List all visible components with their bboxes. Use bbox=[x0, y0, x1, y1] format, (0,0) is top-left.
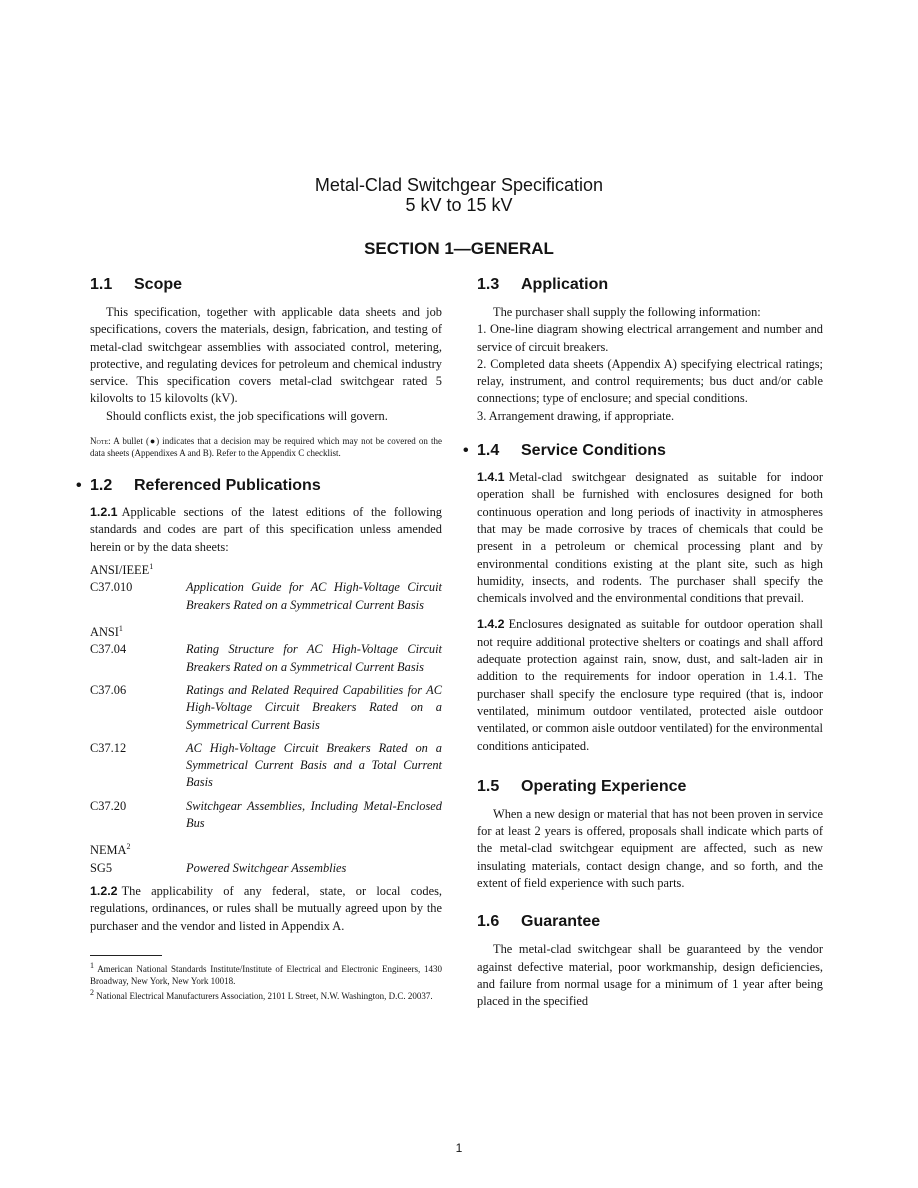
heading-text: Referenced Publications bbox=[134, 477, 321, 495]
standard-code: C37.20 bbox=[90, 798, 127, 813]
paragraph-1-4-1 bbox=[477, 469, 823, 607]
footnote-ref: 1 bbox=[149, 561, 154, 571]
heading-service-conditions bbox=[463, 441, 823, 461]
standard-code: SG5 bbox=[90, 860, 113, 875]
standard-entry bbox=[90, 860, 442, 877]
title-line-1: Metal-Clad Switchgear Specification bbox=[314, 175, 604, 195]
scope-paragraph-1: This specification, together with applicable data sheets and job specifications, covers the materials, design, fabrication, and testing of metal-clad switchgear assemblies with associated control, metering, protective, and regulating devices for petroleum and chemical industry service. This specification covers metal-clad switchgear rated 5 kilovolts to 15 kilovolts (kV). bbox=[90, 305, 442, 406]
org-heading bbox=[90, 620, 442, 641]
heading-text: Scope bbox=[134, 276, 183, 293]
org-name: NEMA bbox=[90, 843, 127, 858]
org-name: ANSI/IEEE bbox=[90, 563, 150, 578]
standard-title: AC High-Voltage Circuit Breakers Rated on a Symmetrical Current Basis and a Total Current Basis bbox=[186, 740, 442, 790]
heading-text: Application bbox=[521, 276, 609, 293]
decision-bullet-icon: • bbox=[76, 477, 82, 495]
paragraph-text: Applicable sections of the latest editions of the following standards and codes are part of this specification unless amended herein or by the data sheets: bbox=[90, 505, 442, 554]
application-intro: The purchaser shall supply the following information: bbox=[493, 305, 761, 319]
left-column bbox=[76, 275, 442, 1002]
footnote-text: National Electrical Manufacturers Association, 2101 L Street, N.W. Washington, D.C. 20037. bbox=[96, 990, 433, 1001]
standard-code: C37.010 bbox=[90, 580, 133, 595]
standard-title: Rating Structure for AC High-Voltage Circuit Breakers Rated on a Symmetrical Current Basis bbox=[186, 642, 442, 674]
heading-number: 1.2 bbox=[90, 477, 113, 495]
paragraph-text: Enclosures designated as suitable for outdoor operation shall not require additional protective shelters or coatings and shall afford adequate protection against rain, snow, dust, and salt-laden air in addition to the requirements for indoor operation in 1.4.1. The purchaser shall specify the enclosure type required (that is, indoor ventilated, minimum outdoor ventilated, protected aisle outdoor ventilated, or common aisle outdoor ventilated) for the environmental conditions anticipated. bbox=[477, 617, 823, 753]
org-heading bbox=[90, 838, 442, 859]
standards-list bbox=[90, 558, 442, 877]
footnote-2 bbox=[90, 987, 442, 1002]
footnote-marker: 2 bbox=[90, 987, 94, 997]
heading-referenced-publications bbox=[76, 476, 442, 496]
standard-entry bbox=[90, 579, 442, 614]
document-title bbox=[0, 175, 918, 215]
heading-number: 1.5 bbox=[477, 777, 500, 795]
heading-text: Operating Experience bbox=[521, 777, 687, 795]
bullet-note bbox=[90, 435, 442, 459]
standard-entry bbox=[90, 682, 442, 734]
subsection-number: 1.2.1 bbox=[90, 505, 118, 520]
paragraph-1-4-2 bbox=[477, 616, 823, 754]
standard-title: Switchgear Assemblies, Including Metal-Enclosed Bus bbox=[186, 798, 442, 831]
standard-code: C37.04 bbox=[90, 642, 127, 657]
heading-number: 1.6 bbox=[477, 913, 500, 931]
paragraph-text: The applicability of any federal, state, or local codes, regulations, ordinances, or rules shall be mutually agreed upon by the purchaser and the vendor and listed in Appendix A. bbox=[90, 884, 442, 933]
application-item-1: 1. One-line diagram showing electrical arrangement and number and service of circuit breakers. bbox=[477, 322, 823, 354]
footnote-marker: 1 bbox=[90, 960, 94, 970]
note-text: A bullet (●) indicates that a decision may be required which may not be covered on the data sheets (Appendixes A and B). Refer to the Appendix C checklist. bbox=[90, 436, 442, 459]
guarantee-paragraph: The metal-clad switchgear shall be guaranteed by the vendor against defective material, poor workmanship, design deficiencies, and failure from normal usage for a minimum of 1 year after being placed in the specified bbox=[477, 942, 823, 1009]
standard-code: C37.12 bbox=[90, 740, 127, 755]
paragraph-text: Metal-clad switchgear designated as suitable for indoor operation shall be furnished with enclosures designed for both continuous operation and long periods of inactivity in atmospheres that may be made corrosive by traces of chemicals that could be present in a petroleum or chemical processing plant and by environmental conditions existing at the plant site, such as high humidity, insects, and rodents. The purchaser shall specify the chemicals involved and the environmental conditions that prevail. bbox=[477, 470, 823, 606]
title-line-2: 5 kV to 15 kV bbox=[405, 195, 513, 215]
paragraph-1-2-1 bbox=[90, 504, 442, 556]
subsection-number: 1.2.2 bbox=[90, 884, 118, 899]
paragraph-1-2-2 bbox=[90, 883, 442, 935]
heading-number: 1.1 bbox=[90, 276, 113, 293]
standard-entry bbox=[90, 798, 442, 833]
subsection-number: 1.4.2 bbox=[477, 617, 505, 632]
heading-scope bbox=[90, 275, 442, 295]
heading-text: Service Conditions bbox=[521, 442, 666, 460]
heading-number: 1.3 bbox=[477, 276, 500, 293]
heading-number: 1.4 bbox=[477, 442, 500, 460]
footnote-ref: 2 bbox=[126, 842, 131, 852]
heading-guarantee bbox=[477, 912, 823, 932]
application-item-3: 3. Arrangement drawing, if appropriate. bbox=[477, 408, 675, 423]
note-label: Note: bbox=[90, 436, 111, 447]
footnote-1 bbox=[90, 960, 442, 987]
application-item-2: 2. Completed data sheets (Appendix A) specifying electrical ratings; relay, instrument, and control requirements; bus duct and/or cable connections; type of enclosure; and special conditions. bbox=[477, 356, 823, 406]
right-column bbox=[463, 275, 823, 1011]
scope-paragraph-2: Should conflicts exist, the job specifications will govern. bbox=[106, 408, 388, 423]
standard-title: Application Guide for AC High-Voltage Circuit Breakers Rated on a Symmetrical Current Basis bbox=[186, 580, 442, 612]
page-number: 1 bbox=[455, 1141, 463, 1155]
standard-code: C37.06 bbox=[90, 683, 127, 697]
heading-application bbox=[477, 275, 823, 295]
decision-bullet-icon: • bbox=[463, 442, 469, 460]
subsection-number: 1.4.1 bbox=[477, 470, 505, 485]
org-heading bbox=[90, 558, 442, 579]
standard-title: Ratings and Related Required Capabilities for AC High-Voltage Circuit Breakers Rated on a Symmetrical Current Basis bbox=[186, 683, 442, 732]
footnotes bbox=[90, 960, 442, 1002]
footnote-ref: 1 bbox=[118, 623, 123, 633]
footnote-divider bbox=[90, 955, 162, 956]
standard-title: Powered Switchgear Assemblies bbox=[186, 860, 347, 875]
org-name: ANSI bbox=[90, 625, 119, 640]
footnote-text: American National Standards Institute/Institute of Electrical and Electronic Engineers, 1430 Broadway, New York, New York 10018. bbox=[90, 963, 442, 986]
heading-operating-experience bbox=[477, 777, 823, 797]
operating-experience-paragraph: When a new design or material that has not been proven in service for at least 2 years is offered, proposals shall indicate which parts of the metal-clad switchgear equipment are affected, such as new insulating materials, contact design change, and so forth, and the extent of field experience with such parts. bbox=[477, 806, 823, 891]
standard-entry bbox=[90, 740, 442, 792]
section-title: SECTION 1—GENERAL bbox=[364, 239, 554, 258]
standard-entry bbox=[90, 641, 442, 676]
heading-text: Guarantee bbox=[521, 913, 601, 931]
